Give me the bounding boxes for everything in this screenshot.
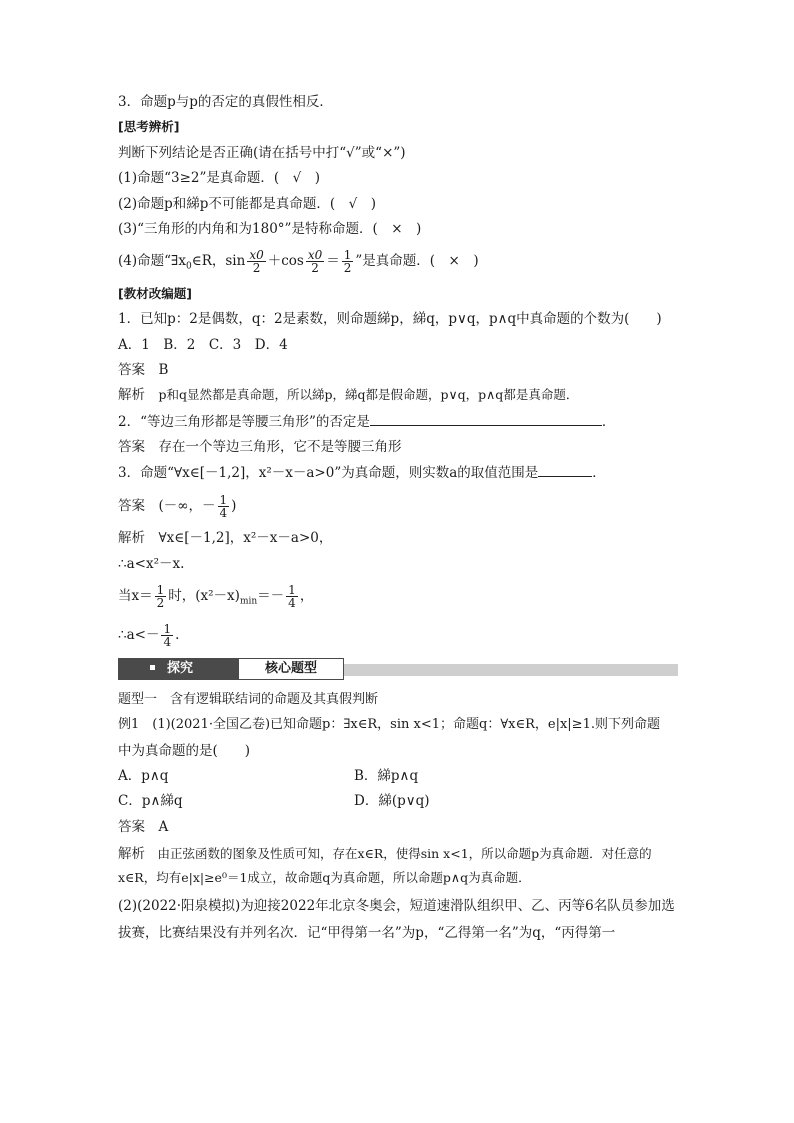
example-1-options-row-2 [118, 791, 678, 811]
question-1-options: A．1 B．2 C．3 D．4 [118, 336, 288, 353]
option-d: D．綈(p∨q) [354, 793, 430, 810]
question-2: 2．“等边三角形都是等腰三角形”的否定是 ． [118, 411, 678, 432]
answer-blank [370, 411, 602, 426]
fraction-1-over-4: $\frac{1}{4}$ [163, 622, 172, 650]
example-1-analysis: 解析 由正弦函数的图象及性质可知，存在x∈R，使得sin x<1，所以命题p为真命题．对任意的x∈R，均有e|x|≥e⁰＝1成立，故命题q为真命题，所以命题p∧q为真命题． [118, 846, 652, 886]
example-1-line-1: 例1 (1)(2021·全国乙卷)已知命题p：∃x∈R，sin x<1；命题q：∀x∈R，e|x|≥1.则下列命题 [118, 717, 660, 733]
example-1-line-2: 中为真命题的是( ) [118, 742, 251, 759]
question-2-answer: 答案 存在一个等边三角形，它不是等腰三角形 [118, 439, 402, 456]
question-3-analysis-1: 解析 ∀x∈[－1,2]，x²－x－a>0， [118, 530, 333, 547]
judge4-suffix: ”是真命题．( × ) [355, 253, 479, 270]
judge-item-1: (1)命题“3≥2”是真命题．( √ ) [118, 170, 321, 187]
question-3-analysis-3: 当x＝ $\frac{1}{2}$ 时，$(x^2-x)_{min}=-$ $\frac{1}{4}$ ， [118, 583, 314, 611]
textbook-header: [教材改编题] [118, 285, 192, 301]
question-3: 3．命题“∀x∈[－1,2]，x²－x－a>0”为真命题，则实数a的取值范围是 ． [118, 462, 678, 483]
fraction-x0-over-2b: $\frac{x0}{2}$ [307, 248, 323, 276]
square-bullet-icon [150, 665, 155, 670]
document-page [118, 92, 678, 950]
fraction-1-over-4: $\frac{1}{4}$ [219, 492, 228, 520]
judge4-sub: 0 [185, 262, 192, 273]
judge4-prefix: (4)命题“∃x [118, 253, 186, 270]
judge-item-4 [118, 244, 678, 278]
question-1-analysis: 解析 p和q显然都是真命题，所以綈p，綈q都是假命题，p∨q，p∧q都是真命题． [118, 387, 579, 404]
fraction-1-over-2: $\frac{1}{2}$ [343, 248, 352, 276]
section-banner [118, 658, 678, 680]
fraction-1-over-2: $\frac{1}{2}$ [156, 583, 165, 611]
question-1-answer: 答案 B [118, 361, 169, 378]
example-1-part-2: (2)(2022·阳泉模拟)为迎接2022年北京冬奥会，短道速滑队组织甲、乙、丙等6名队员参加选拔赛，比赛结果没有并列名次．记“甲得第一名”为p，“乙得第一名”为q，“丙得第一 [118, 898, 675, 942]
fraction-x0-over-2: $\frac{x0}{2}$ [249, 248, 264, 276]
judge4-plus: ＋cos [267, 253, 304, 270]
answer-blank [538, 462, 592, 477]
judge4-mid: ∈R，sin [191, 253, 246, 270]
judge4-eq: ＝ [326, 253, 340, 270]
banner-right: 核心题型 [238, 658, 344, 680]
judge-item-2: (2)命题p和綈p不可能都是真命题．( √ ) [118, 195, 377, 212]
question-3-analysis-4: ∴a<－ $\frac{1}{4}$ . [118, 622, 180, 650]
type-1-title: 题型一 含有逻辑联结词的命题及其真假判断 [118, 691, 379, 707]
option-a: A．p∧q [118, 767, 169, 784]
question-3-answer: 答案 (－∞，－ $\frac{1}{4}$ ) [118, 492, 237, 520]
banner-left: 探究 [118, 658, 238, 680]
intro-item-3: 3．命题p与p的否定的真假性相反． [118, 94, 333, 110]
example-1-answer: 答案 A [118, 818, 169, 835]
fraction-1-over-4: $\frac{1}{4}$ [288, 583, 296, 611]
judge-item-3: (3)“三角形的内角和为180°”是特称命题．( × ) [118, 220, 422, 237]
option-b: B．綈p∧q [354, 767, 419, 784]
example-1-options-row-1 [118, 766, 678, 786]
think-header: [思考辨析] [118, 119, 180, 135]
option-c: C．p∧綈q [118, 793, 183, 810]
question-1: 1．已知p：2是偶数，q：2是素数，则命题綈p，綈q，p∨q，p∧q中真命题的个数为( ) [118, 311, 662, 328]
judge-prompt: 判断下列结论是否正确(请在括号中打“√”或“×”) [118, 144, 406, 161]
question-3-analysis-2: ∴a<x²－x. [118, 555, 185, 572]
